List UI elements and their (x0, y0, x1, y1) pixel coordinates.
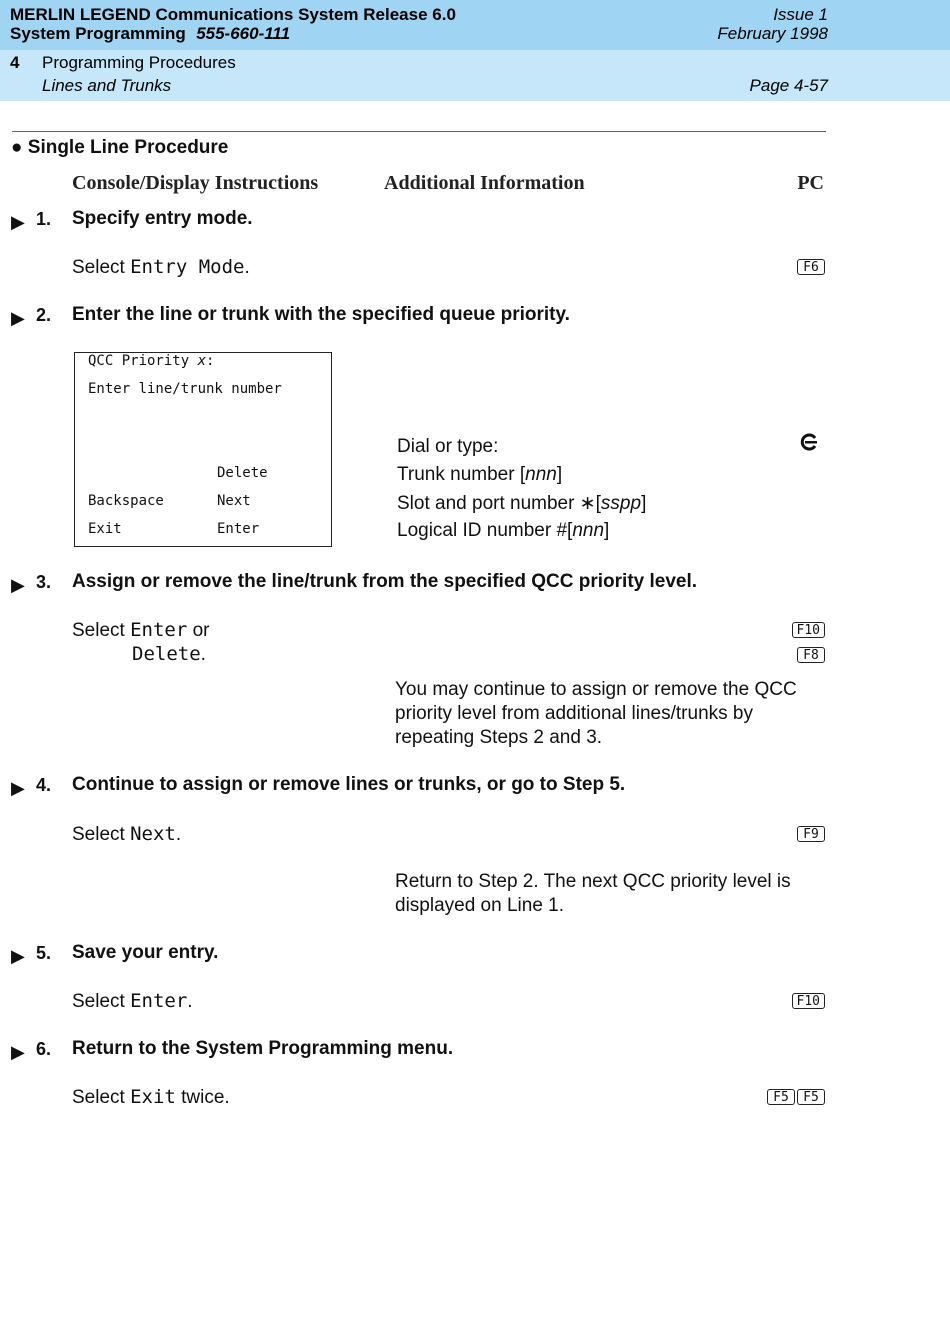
softkey-label: Enter (130, 990, 188, 1012)
step-arrow-icon: ▶ (11, 575, 25, 595)
softkey-label: Entry Mode (130, 256, 245, 278)
screen-enter[interactable]: Enter (217, 521, 260, 537)
fkey-f8[interactable]: F8 (797, 646, 825, 664)
doc-subtitle (10, 24, 290, 44)
col-console: Console/Display Instructions (72, 172, 319, 194)
fkey-f6[interactable]: F6 (797, 258, 825, 276)
fkey-f5-pair (767, 1088, 825, 1106)
step-text: Assign or remove the line/trunk from the specified QCC priority level. (72, 571, 698, 592)
screen-line-2: Enter line/trunk number (88, 381, 282, 397)
step-instruction: Select Next. (72, 823, 182, 845)
step-info: Return to Step 2. The next QCC priority level is displayed on Line 1. (395, 871, 791, 916)
step-text: Specify entry mode. (72, 208, 253, 229)
screen-line-1: QCC Priority x: (88, 353, 215, 369)
step-instruction: Select Enter or (72, 619, 210, 641)
step-info: You may continue to assign or remove the QCC priority level from additional lines/trunks by repeating Steps 2 and 3. (395, 679, 797, 748)
doc-title: MERLIN LEGEND Communications System Release 6.0 (10, 5, 456, 24)
dial-heading: Dial or type: (397, 436, 499, 457)
screen-backspace[interactable]: Backspace (88, 493, 164, 509)
step-arrow-icon: ▶ (11, 1042, 25, 1062)
fkey-f5[interactable]: F5 (767, 1089, 795, 1105)
fkey-f9[interactable]: F9 (797, 825, 825, 843)
chapter-number: 4 (10, 53, 20, 72)
step-arrow-icon: ▶ (11, 212, 25, 232)
dial-logical: Logical ID number #[nnn] (397, 520, 610, 541)
step-instruction: Select Enter. (72, 990, 193, 1012)
fkey-f10[interactable]: F10 (792, 621, 825, 639)
step-number: 5. (36, 943, 52, 963)
col-info: Additional Information (384, 172, 585, 194)
softkey-label: Delete (132, 643, 201, 665)
display-screen (74, 352, 332, 547)
col-pc: PC (797, 172, 824, 194)
step-arrow-icon: ▶ (11, 308, 25, 328)
step-instruction: Select Exit twice. (72, 1086, 230, 1108)
step-instruction-alt: Delete. (132, 643, 206, 665)
divider-rule (12, 131, 826, 132)
screen-next[interactable]: Next (217, 493, 251, 509)
subtitle-label: System Programming (10, 24, 186, 43)
step-number: 2. (36, 305, 52, 325)
step-number: 3. (36, 572, 52, 592)
step-number: 4. (36, 775, 52, 795)
step-instruction: Select Entry Mode. (72, 256, 250, 278)
issue: Issue 1 (773, 5, 828, 24)
step-text: Continue to assign or remove lines or trunks, or go to Step 5. (72, 774, 626, 795)
screen-exit[interactable]: Exit (88, 521, 122, 537)
fkey-f5[interactable]: F5 (797, 1089, 825, 1105)
dial-trunk: Trunk number [nnn] (397, 464, 563, 485)
phone-dial-icon (799, 432, 819, 457)
step-text: Save your entry. (72, 942, 219, 963)
bullet-icon: ● (11, 137, 23, 158)
softkey-label: Exit (130, 1086, 176, 1108)
dial-slot: Slot and port number ∗[sspp] (397, 493, 647, 514)
chapter-title: Programming Procedures (42, 53, 236, 72)
doc-number: 555-660-111 (196, 24, 291, 43)
page-number: Page 4-57 (749, 76, 828, 95)
screen-delete[interactable]: Delete (217, 465, 268, 481)
step-arrow-icon: ▶ (11, 778, 25, 798)
procedure-title: Single Line Procedure (27, 137, 229, 158)
procedure-heading (11, 137, 228, 159)
fkey-f10[interactable]: F10 (792, 992, 825, 1010)
step-arrow-icon: ▶ (11, 946, 25, 966)
step-number: 1. (36, 209, 52, 229)
step-text: Enter the line or trunk with the specified queue priority. (72, 304, 570, 325)
softkey-label: Next (130, 823, 176, 845)
step-number: 6. (36, 1039, 52, 1059)
softkey-label: Enter (130, 619, 188, 641)
section-title: Lines and Trunks (42, 76, 172, 95)
issue-date: February 1998 (717, 24, 828, 43)
step-text: Return to the System Programming menu. (72, 1038, 454, 1059)
